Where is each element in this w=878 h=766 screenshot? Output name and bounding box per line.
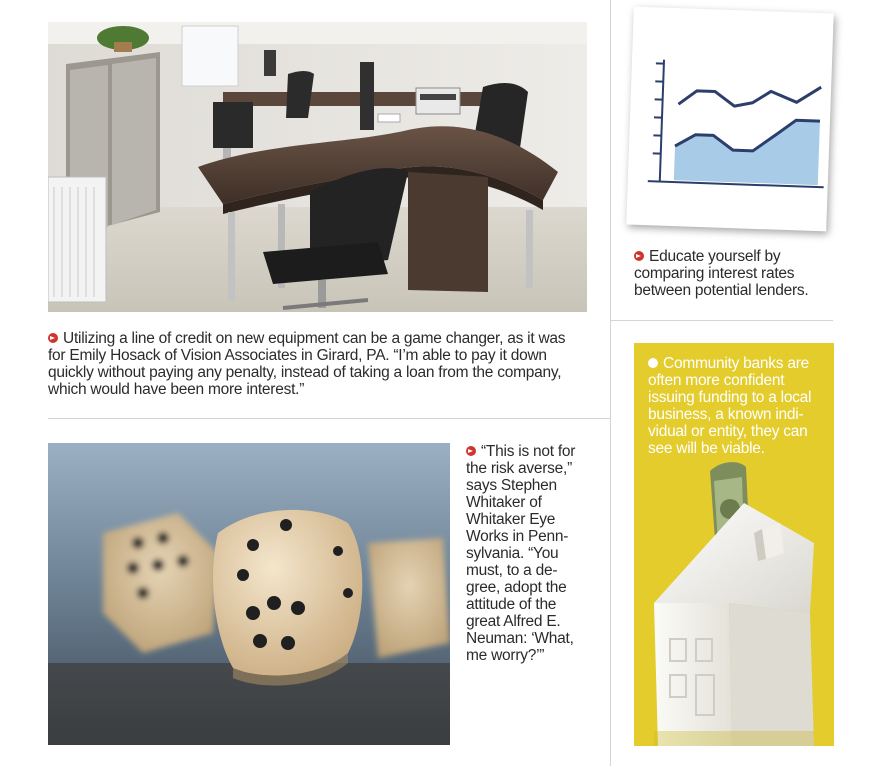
line-chart-illustration [626, 7, 833, 232]
bank-caption-line: see will be viable. [648, 440, 765, 457]
office-illustration [48, 22, 587, 312]
office-caption-line: for Emily Hosack of Vision Associates in Girard, PA. “I’m able to pay it down [48, 347, 547, 364]
dice-caption-line: Works in Penn- [466, 528, 569, 545]
arrow-circle-icon [48, 333, 58, 343]
horizontal-rule-right [611, 320, 833, 321]
dice-caption-line: Whitaker Eye [466, 511, 556, 528]
arrow-circle-icon [648, 358, 658, 368]
office-caption [48, 330, 603, 398]
chart-caption-line: Educate yourself by [649, 248, 781, 265]
dice-caption-line: me worry?’” [466, 647, 545, 664]
dice-caption-line: must, to a de- [466, 562, 558, 579]
bank-caption-line: business, a known indi- [648, 406, 804, 423]
bank-caption-line: vidual or entity, they can [648, 423, 808, 440]
office-photo [48, 22, 587, 312]
bank-caption-line: issuing funding to a local [648, 389, 812, 406]
dice-caption-line: Whitaker of [466, 494, 542, 511]
chart-caption-line: comparing interest rates [634, 265, 795, 282]
dice-caption-line: the risk averse,” [466, 460, 573, 477]
office-caption-line: which would have been more interest.” [48, 381, 305, 398]
chart-card [626, 7, 833, 232]
piggy-bank-house [634, 453, 834, 746]
chart-caption-line: between potential lenders. [634, 282, 809, 299]
bank-caption [648, 355, 834, 457]
dice-caption-line: “This is not for [481, 443, 576, 460]
office-caption-line: quickly without paying any penalty, instead of taking a loan from the company, [48, 364, 562, 381]
bank-caption-line: often more confident [648, 372, 785, 389]
dice-illustration [48, 443, 450, 745]
community-bank-panel [634, 343, 834, 746]
horizontal-rule-left [48, 418, 610, 419]
vertical-rule [610, 0, 611, 766]
dice-caption-line: Neuman: ‘What, [466, 630, 574, 647]
arrow-circle-icon [466, 446, 476, 456]
arrow-circle-icon [634, 251, 644, 261]
dice-caption [466, 443, 606, 664]
dice-photo [48, 443, 450, 745]
dice-caption-line: sylvania. “You [466, 545, 559, 562]
chart-caption [634, 248, 844, 299]
office-caption-line: Utilizing a line of credit on new equipment can be a game changer, as it was [63, 330, 566, 347]
dice-caption-line: attitude of the [466, 596, 557, 613]
dice-caption-line: great Alfred E. [466, 613, 561, 630]
bank-caption-line: Community banks are [663, 355, 810, 372]
dice-caption-line: says Stephen [466, 477, 557, 494]
dice-caption-line: gree, adopt the [466, 579, 567, 596]
